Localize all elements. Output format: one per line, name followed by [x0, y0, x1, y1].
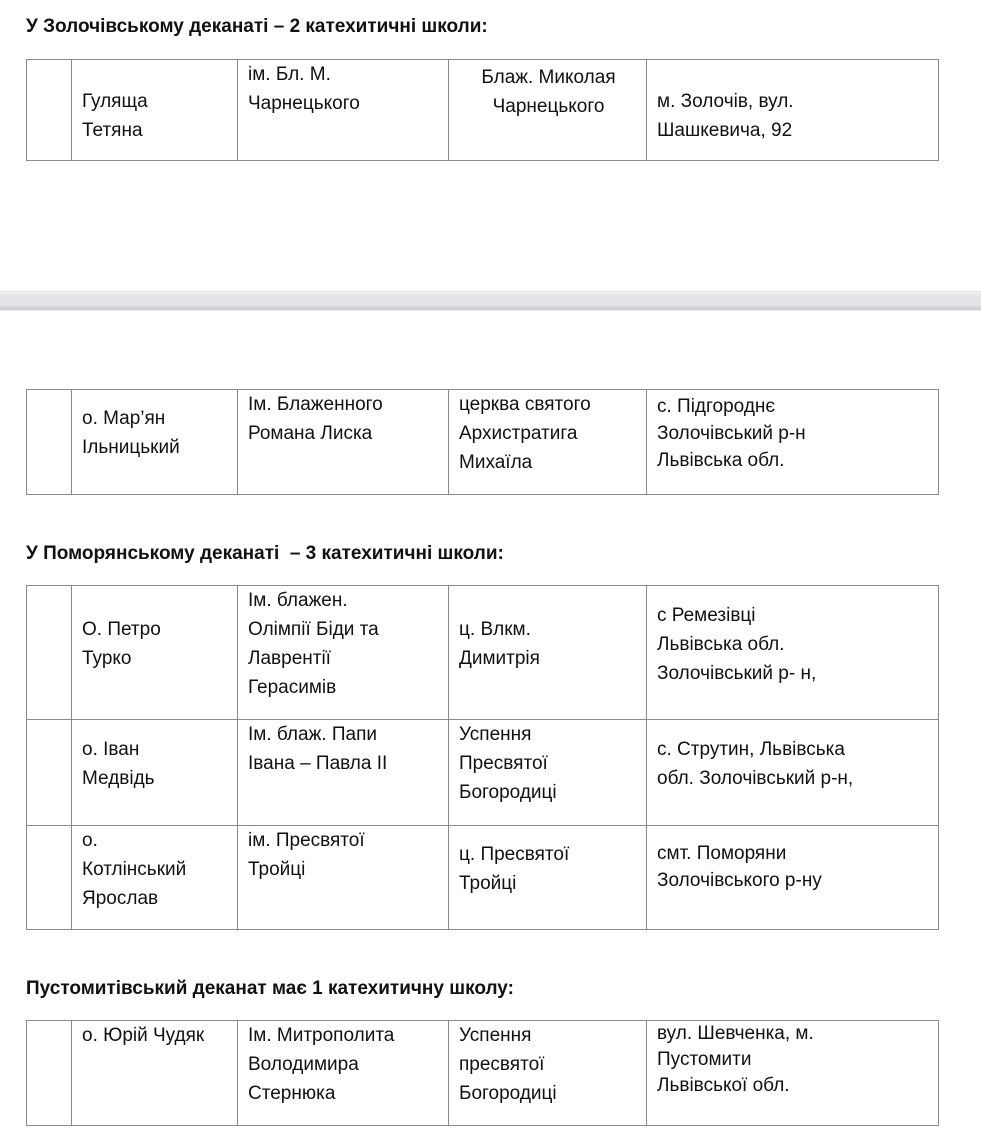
- table-row: [27, 60, 939, 161]
- cell-school: [238, 1021, 449, 1126]
- text-line: Успення: [459, 724, 532, 745]
- cell-school: [238, 390, 449, 495]
- text-line: Ім. блажен.: [248, 590, 348, 611]
- cell-address: [647, 60, 939, 161]
- cell-number: [27, 586, 72, 720]
- cell-church: [449, 826, 647, 930]
- text-line: Львівської обл.: [657, 1075, 790, 1096]
- text-line: Медвідь: [82, 768, 155, 789]
- text-line: о. Мар’ян: [82, 408, 166, 429]
- text-line: смт. Поморяни: [657, 843, 787, 864]
- text-line: Котлінський: [82, 859, 187, 880]
- page-break-divider: [0, 291, 981, 311]
- cell-catechist: [72, 826, 238, 930]
- text-line: с. Струтин, Львівська: [657, 739, 845, 760]
- text-line: Чарнецького: [492, 96, 605, 117]
- table-row: [27, 826, 939, 930]
- text-line: о. Іван: [82, 739, 140, 760]
- text-line: Золочівський р-н: [657, 423, 806, 444]
- cell-school: [238, 720, 449, 826]
- text-line: Лаврентії: [248, 648, 331, 669]
- cell-church: [449, 720, 647, 826]
- cell-catechist: [72, 586, 238, 720]
- text-line: Ярослав: [82, 888, 159, 909]
- text-line: о. Юрій Чудяк: [82, 1025, 205, 1046]
- cell-church: [449, 1021, 647, 1126]
- text-line: Турко: [82, 648, 132, 669]
- text-line: Тройці: [459, 873, 517, 894]
- cell-address: [647, 586, 939, 720]
- text-line: Ім. блаж. Папи: [248, 724, 377, 745]
- cell-school: [238, 60, 449, 161]
- text-line: с. Підгороднє: [657, 396, 776, 417]
- table-row: [27, 1021, 939, 1126]
- text-line: Золочівського р-ну: [657, 870, 822, 891]
- text-line: Богородиці: [459, 1083, 557, 1104]
- text-line: Тройці: [248, 859, 306, 880]
- cell-catechist: [72, 1021, 238, 1126]
- cell-number: [27, 1021, 72, 1126]
- text-line: ц. Влкм.: [459, 619, 531, 640]
- text-line: Романа Лиска: [248, 423, 373, 444]
- text-line: с Ремезівці: [657, 605, 756, 626]
- text-line: Чарнецького: [248, 93, 360, 114]
- table-zolochiv-continued: [26, 389, 939, 495]
- cell-church: [449, 390, 647, 495]
- section-heading-pustomyty: Пустомитівський деканат має 1 катехитичну школу:: [26, 978, 514, 999]
- cell-address: [647, 1021, 939, 1126]
- text-line: Пустомити: [657, 1049, 752, 1070]
- text-line: Володимира: [248, 1054, 359, 1075]
- table-pustomyty: [26, 1020, 939, 1126]
- text-line: Ім. Блаженного: [248, 394, 383, 415]
- text-line: вул. Шевченка, м.: [657, 1023, 814, 1044]
- cell-address: [647, 720, 939, 826]
- text-line: церква святого: [459, 394, 591, 415]
- cell-church: [449, 586, 647, 720]
- text-line: ім. Пресвятої: [248, 830, 365, 851]
- text-line: Шашкевича, 92: [657, 120, 793, 141]
- text-line: Димитрія: [459, 648, 540, 669]
- cell-number: [27, 826, 72, 930]
- cell-catechist: [72, 720, 238, 826]
- text-line: Богородиці: [459, 782, 557, 803]
- text-line: Стернюка: [248, 1083, 336, 1104]
- text-line: Золочівський р- н,: [657, 663, 817, 684]
- text-line: Івана – Павла ІІ: [248, 753, 388, 774]
- cell-school: [238, 826, 449, 930]
- text-line: пресвятої: [459, 1054, 545, 1075]
- table-pomoriany: [26, 585, 939, 930]
- text-line: Пресвятої: [459, 753, 548, 774]
- text-line: м. Золочів, вул.: [657, 91, 794, 112]
- text-line: Тетяна: [82, 120, 143, 141]
- text-line: Львівська обл.: [657, 634, 785, 655]
- table-row: [27, 390, 939, 495]
- section-heading-pomoriany: У Поморянському деканаті – 3 катехитичні школи:: [26, 543, 504, 564]
- text-line: Ім. Митрополита: [248, 1025, 395, 1046]
- table-row: [27, 720, 939, 826]
- table-row: [27, 586, 939, 720]
- text-line: Михаїла: [459, 452, 533, 473]
- text-line: Успення: [459, 1025, 532, 1046]
- cell-catechist: [72, 390, 238, 495]
- text-line: ім. Бл. М.: [248, 64, 331, 85]
- section-heading-zolochiv: У Золочівському деканаті – 2 катехитичні школи:: [26, 16, 488, 37]
- cell-address: [647, 390, 939, 495]
- text-line: Архистратига: [459, 423, 578, 444]
- cell-school: [238, 586, 449, 720]
- cell-catechist: [72, 60, 238, 161]
- text-line: Олімпії Біди та: [248, 619, 379, 640]
- cell-number: [27, 60, 72, 161]
- text-line: Ільницький: [82, 437, 180, 458]
- cell-number: [27, 390, 72, 495]
- table-zolochiv: [26, 59, 939, 161]
- text-line: обл. Золочівський р-н,: [657, 768, 854, 789]
- text-line: О. Петро: [82, 619, 161, 640]
- text-line: Герасимів: [248, 677, 337, 698]
- text-line: Львівська обл.: [657, 450, 785, 471]
- text-line: Блаж. Миколая: [481, 67, 616, 88]
- text-line: о.: [82, 830, 98, 851]
- cell-number: [27, 720, 72, 826]
- text-line: Гуляща: [82, 91, 148, 112]
- text-line: ц. Пресвятої: [459, 844, 570, 865]
- cell-church: [449, 60, 647, 161]
- cell-address: [647, 826, 939, 930]
